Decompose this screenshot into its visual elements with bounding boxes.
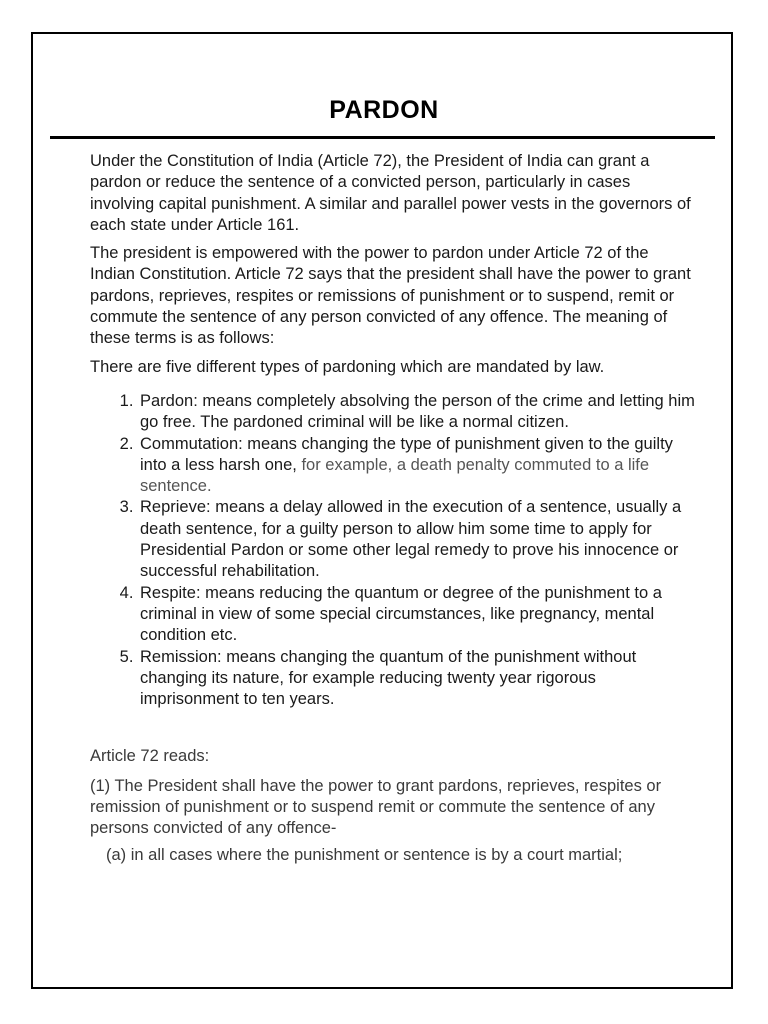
list-item-example-text: for example, a death penalty commuted to a life sentence. (140, 455, 650, 496)
article-heading: Article 72 reads: (90, 747, 210, 766)
title-underline (50, 136, 715, 139)
list-item-reprieve (138, 497, 695, 582)
document-body (90, 151, 695, 866)
list-item-text: Commutation: means changing the type of punishment given to the guilty into a less harsh one, (140, 434, 673, 474)
list-item-pardon (138, 391, 695, 434)
intro-paragraph: Under the Constitution of India (Article 72), the President of India can grant a pardon or reduce the sentence of a convicted person, particularly in cases involving capital punishment. A similar and parallel power vests in the governors of each state under Article 161. (90, 152, 691, 234)
list-item-commutation (138, 434, 695, 498)
article-clause-1a: (a) in all cases where the punishment or sentence is by a court martial; (106, 845, 623, 864)
list-item-respite (138, 583, 695, 647)
list-item-text: Respite: means reducing the quantum or degree of the punishment to a criminal in view of some special circumstances, like pregnancy, mental condition etc. (140, 583, 662, 645)
power-paragraph: The president is empowered with the power to pardon under Article 72 of the Indian Constitution. Article 72 says that the president shall have the power to grant pardons, reprieves, respites or remissions of punishment or to suspend, remit or commute the sentence of any person convicted of any offence. The meaning of these terms is as follows: (90, 244, 691, 348)
types-intro-paragraph: There are five different types of pardoning which are mandated by law. (90, 357, 605, 376)
list-item-text: Pardon: means completely absolving the person of the crime and letting him go free. The pardoned criminal will be like a normal citizen. (140, 391, 695, 432)
page-title: PARDON (329, 96, 439, 124)
article-clause-1: (1) The President shall have the power to grant pardons, reprieves, respites or remission of punishment or to suspend remit or commute the sentence of any persons convicted of any offence- (90, 776, 662, 838)
list-item-remission (138, 647, 695, 711)
pardon-types-list (90, 391, 695, 710)
list-item-text: Reprieve: means a delay allowed in the execution of a sentence, usually a death sentence, for a guilty person to allow him some time to apply for Presidential Pardon or some other legal remedy to prove his innocence or successful rehabilitation. (140, 498, 682, 581)
list-item-text: Remission: means changing the quantum of the punishment without changing its nature, for example reducing twenty year rigorous imprisonment to ten years. (140, 647, 637, 709)
